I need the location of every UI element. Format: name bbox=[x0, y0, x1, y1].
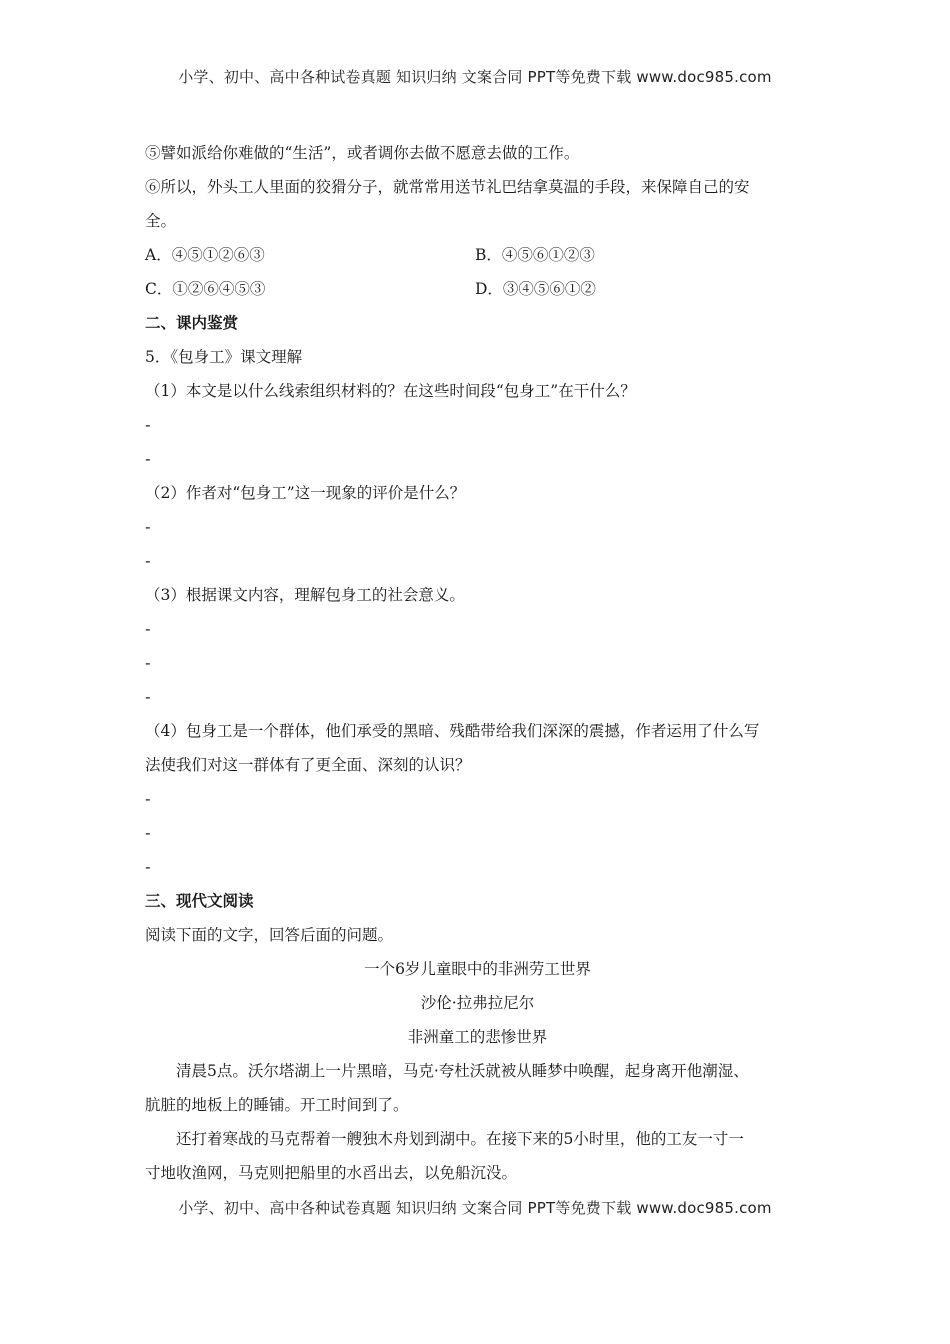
article-title: 一个6岁儿童眼中的非洲劳工世界 bbox=[364, 960, 591, 978]
footer-banner: 小学、初中、高中各种试卷真题 知识归纳 文案合同 PPT等免费下载 www.doc985.com bbox=[178, 1199, 772, 1217]
sentence-6-line-1: ⑥所以，外头工人里面的狡猾分子，就常常用送节礼巴结拿莫温的手段，来保障自己的安 bbox=[145, 178, 750, 196]
paragraph-2-line-1: 还打着寒战的马克帮着一艘独木舟划到湖中。在接下来的5小时里，他的工友一寸一 bbox=[176, 1130, 744, 1148]
paragraph-1-line-1: 清晨5点。沃尔塔湖上一片黑暗，马克·夸杜沃就被从睡梦中唤醒，起身离开他潮湿、 bbox=[176, 1062, 749, 1080]
answer-line: - bbox=[145, 654, 151, 672]
document-body bbox=[145, 136, 810, 1190]
option-b: B．④⑤⑥①②③ bbox=[475, 246, 595, 264]
answer-line: - bbox=[145, 450, 151, 468]
question-5-1: （1）本文是以什么线索组织材料的？在这些时间段“包身工”在干什么？ bbox=[145, 382, 636, 400]
section-3-heading: 三、现代文阅读 bbox=[145, 892, 254, 910]
option-c: C．①②⑥④⑤③ bbox=[145, 280, 266, 298]
reading-intro: 阅读下面的文字，回答后面的问题。 bbox=[145, 926, 394, 944]
answer-line: - bbox=[145, 688, 151, 706]
option-a: A．④⑤①②⑥③ bbox=[145, 246, 265, 264]
answer-line: - bbox=[145, 620, 151, 638]
question-5-3: （3）根据课文内容，理解包身工的社会意义。 bbox=[145, 586, 465, 604]
sentence-6-line-2: 全。 bbox=[145, 212, 177, 230]
answer-line: - bbox=[145, 518, 151, 536]
question-5-title: 5．《包身工》课文理解 bbox=[145, 348, 303, 366]
answer-line: - bbox=[145, 790, 151, 808]
answer-line: - bbox=[145, 416, 151, 434]
header-banner: 小学、初中、高中各种试卷真题 知识归纳 文案合同 PPT等免费下载 www.doc985.com bbox=[178, 68, 772, 86]
article-subtitle: 非洲童工的悲惨世界 bbox=[407, 1028, 548, 1046]
article-author: 沙伦·拉弗拉尼尔 bbox=[420, 994, 535, 1012]
section-2-heading: 二、课内鉴赏 bbox=[145, 314, 239, 332]
answer-line: - bbox=[145, 824, 151, 842]
answer-line: - bbox=[145, 552, 151, 570]
sentence-5: ⑤譬如派给你难做的“生活”，或者调你去做不愿意去做的工作。 bbox=[145, 144, 580, 162]
option-d: D．③④⑤⑥①② bbox=[475, 280, 596, 298]
paragraph-1-line-2: 肮脏的地板上的睡铺。开工时间到了。 bbox=[145, 1096, 409, 1114]
options-row-2 bbox=[145, 272, 810, 306]
answer-line: - bbox=[145, 858, 151, 876]
question-5-4-line-1: （4）包身工是一个群体，他们承受的黑暗、残酷带给我们深深的震撼，作者运用了什么写 bbox=[145, 722, 760, 740]
paragraph-2-line-2: 寸地收渔网，马克则把船里的水舀出去，以免船沉没。 bbox=[145, 1164, 518, 1182]
options-row-1 bbox=[145, 238, 810, 272]
question-5-4-line-2: 法使我们对这一群体有了更全面、深刻的认识？ bbox=[145, 756, 471, 774]
question-5-2: （2）作者对“包身工”这一现象的评价是什么？ bbox=[145, 484, 466, 502]
